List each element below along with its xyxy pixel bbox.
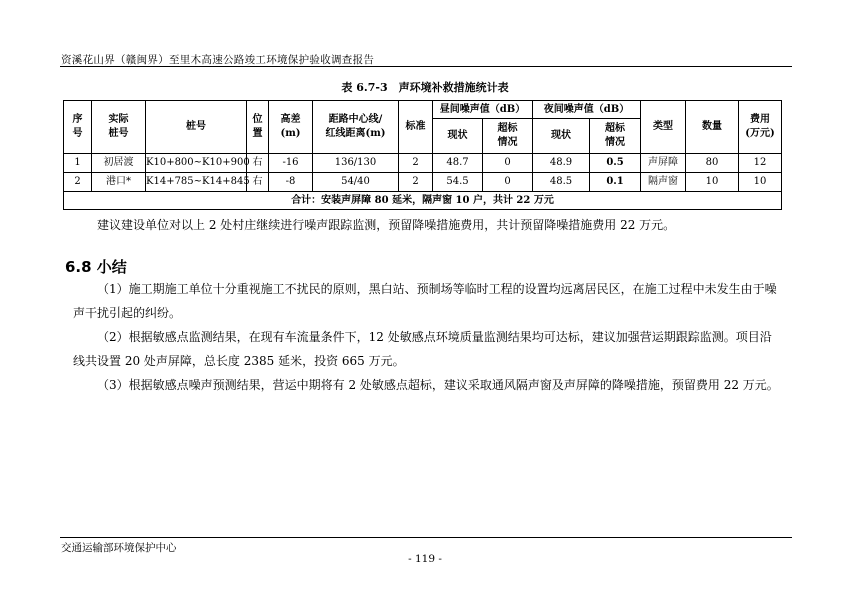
footer-org: 交通运输部环境保护中心	[61, 542, 177, 554]
header-night-exceed: 超标 情况	[590, 119, 641, 154]
cell-distance: 136/130	[313, 154, 399, 173]
summary-paragraph-3: （3）根据敏感点噪声预测结果，营运中期将有 2 处敏感点超标，建议采取通风隔声窗及声屏障的降噪措施，预留费用 22 万元。	[97, 378, 779, 392]
cell-day-exceed: 0	[483, 173, 533, 192]
cell-day-status: 48.7	[433, 154, 483, 173]
header-rule	[60, 66, 792, 67]
header-type: 类型	[641, 101, 686, 154]
cell-night-status: 48.5	[533, 173, 590, 192]
header-name: 实际 桩号	[92, 101, 146, 154]
table-row	[64, 173, 782, 192]
section-title: 6.8 小结	[65, 258, 127, 276]
header-position: 位 置	[247, 101, 269, 154]
summary-paragraph-1: （1）施工期施工单位十分重视施工不扰民的原则，黑白站、预制场等临时工程的设置均远离居民区，在施工过程中未发生由于噪声干扰引起的纠纷。	[73, 282, 777, 320]
cell-quantity: 10	[686, 173, 739, 192]
cell-cost: 12	[739, 154, 782, 173]
cell-seq: 1	[64, 154, 92, 173]
noise-measures-table	[63, 100, 782, 210]
cell-height: -8	[269, 173, 313, 192]
summary-paragraph-2: （2）根据敏感点监测结果，在现有车流量条件下，12 处敏感点环境质量监测结果均可达标，建议加强营运期跟踪监测。项目沿线共设置 20 处声屏障，总长度 2385 延米，投资 665 万元。	[73, 330, 772, 368]
header-cost: 费用 (万元)	[739, 101, 782, 154]
header-height: 高差 (m)	[269, 101, 313, 154]
header-quantity: 数量	[686, 101, 739, 154]
cell-name: 港口*	[92, 173, 146, 192]
cell-standard: 2	[399, 154, 433, 173]
footer-rule	[60, 537, 792, 538]
cell-total: 合计：安装声屏障 80 延米，隔声窗 10 户，共计 22 万元	[64, 192, 782, 210]
cell-name: 初居渡	[92, 154, 146, 173]
header-seq: 序 号	[64, 101, 92, 154]
table-caption: 表 6.7-3 声环境补救措施统计表	[341, 81, 509, 94]
cell-type: 声屏障	[641, 154, 686, 173]
header-day-group: 昼间噪声值（dB）	[433, 101, 533, 119]
cell-position: 右	[247, 173, 269, 192]
monitoring-note: 建议建设单位对以上 2 处村庄继续进行噪声跟踪监测，预留降噪措施费用，共计预留降噪措施费用 22 万元。	[97, 218, 676, 232]
header-night-status: 现状	[533, 119, 590, 154]
header-stake: 桩号	[146, 101, 247, 154]
cell-seq: 2	[64, 173, 92, 192]
cell-night-exceed: 0.1	[590, 173, 641, 192]
cell-stake: K14+785~K14+845	[146, 173, 247, 192]
header-standard: 标准	[399, 101, 433, 154]
noise-measures-table-wrap	[63, 100, 781, 210]
header-day-exceed: 超标 情况	[483, 119, 533, 154]
cell-night-status: 48.9	[533, 154, 590, 173]
cell-type: 隔声窗	[641, 173, 686, 192]
cell-night-exceed: 0.5	[590, 154, 641, 173]
table-total-row	[64, 192, 782, 210]
header-day-status: 现状	[433, 119, 483, 154]
cell-distance: 54/40	[313, 173, 399, 192]
cell-quantity: 80	[686, 154, 739, 173]
cell-height: -16	[269, 154, 313, 173]
header-distance: 距路中心线/ 红线距离(m)	[313, 101, 399, 154]
cell-stake: K10+800~K10+900	[146, 154, 247, 173]
page-header: 资溪花山界（赣闽界）至里木高速公路竣工环境保护验收调查报告	[61, 54, 375, 66]
page-number: - 119 -	[408, 553, 442, 565]
cell-standard: 2	[399, 173, 433, 192]
cell-day-exceed: 0	[483, 154, 533, 173]
header-night-group: 夜间噪声值（dB）	[533, 101, 641, 119]
cell-position: 右	[247, 154, 269, 173]
cell-cost: 10	[739, 173, 782, 192]
table-row	[64, 154, 782, 173]
cell-day-status: 54.5	[433, 173, 483, 192]
